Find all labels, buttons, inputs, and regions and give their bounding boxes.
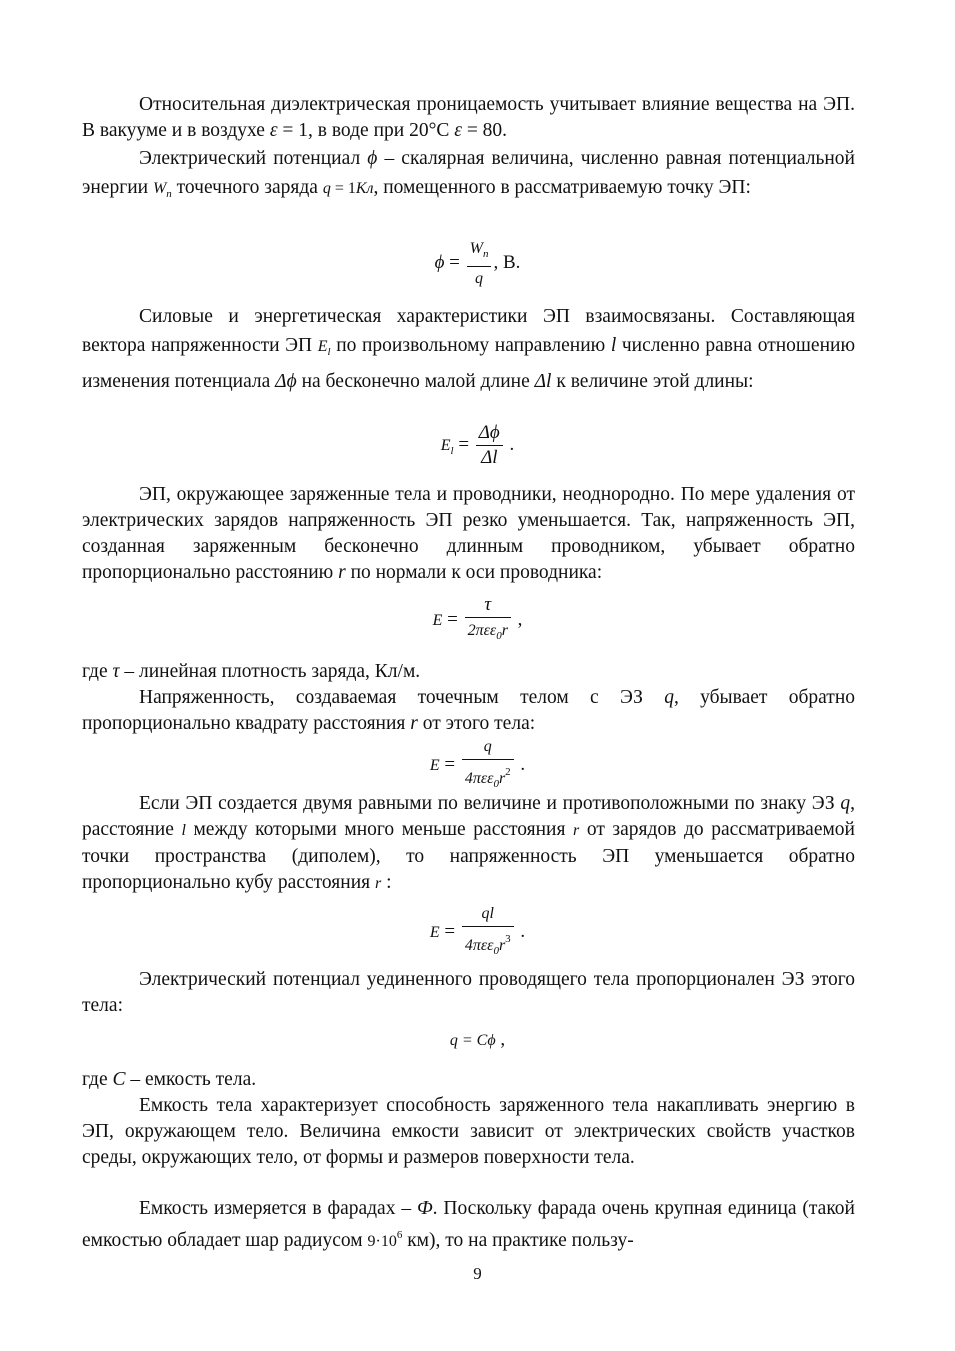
equals-sign: =: [453, 433, 474, 455]
formula-potential: [0, 238, 955, 289]
symbol-q: q: [322, 180, 331, 197]
symbol-l: l: [181, 822, 186, 839]
fraction: [465, 595, 511, 646]
text-run: от этого тела:: [417, 713, 536, 734]
text-run: где: [82, 661, 113, 682]
subscript: 0: [496, 630, 502, 642]
paragraph-dipole: [82, 791, 855, 897]
denominator-r: r: [498, 937, 506, 954]
symbol-l: l: [610, 335, 617, 356]
symbol-r: r: [338, 562, 346, 583]
subscript: п: [482, 248, 489, 260]
text-run: между которыми много меньше расстояния: [185, 819, 574, 840]
formula-lhs: E: [440, 436, 451, 454]
text-run: ЭП, окружающее заряженные тела и проводники, неоднородно. По мере удаления от электрических зарядов напряженность ЭП резко уменьшается. Так, напряженность ЭП, созданная заряженным бесконечно длинным проводником, убывает обратно пропорционально расстоянию: [82, 484, 855, 583]
paragraph-potential-definition: [82, 144, 855, 209]
symbol-w: W: [152, 180, 167, 197]
formula-lhs: E: [429, 923, 440, 941]
text-run: к величине этой длины:: [551, 371, 754, 392]
number: 9·10: [367, 1233, 397, 1250]
text-run: Напряженность, создаваемая точечным телом с ЭЗ: [139, 687, 665, 708]
text-run: Относительная диэлектрическая проницаемость учитывает влияние вещества на ЭП. В вакууме и в воздухе: [82, 94, 855, 141]
text-run: Емкость тела характеризует способность заряженного тела накапливать энергию в ЭП, окружающем тело. Величина емкости зависит от электрических свойств участков среды, окружающих тело, от формы и размеров поверхности тела.: [82, 1095, 855, 1168]
equals-sign: =: [442, 608, 463, 630]
subscript: 0: [493, 778, 499, 790]
symbol-r: r: [374, 875, 382, 892]
paragraph-tau-note: [82, 659, 855, 685]
symbol-epsilon: ε: [454, 120, 462, 141]
equals-sign: =: [439, 753, 460, 775]
text-run: – скалярная величина, численно равная потенциальной энергии: [82, 148, 855, 198]
text-run: точечного заряда: [171, 177, 323, 198]
formula-tail: , В.: [493, 251, 521, 273]
denominator-r: r: [498, 770, 506, 787]
text-run: , расстояние: [82, 793, 855, 840]
formula-tail: ,: [495, 1029, 506, 1050]
denominator: q: [475, 270, 484, 287]
text-run: Емкость измеряется в фарадах –: [139, 1198, 417, 1219]
formula-tail: ,: [512, 608, 523, 630]
text-run: по произвольному направлению: [330, 335, 611, 356]
symbol-epsilon: ε: [269, 120, 278, 141]
text-run: Электрический потенциал: [139, 148, 368, 169]
fraction: [462, 737, 514, 794]
text-run: :: [381, 872, 392, 893]
denominator: 4πεε: [464, 937, 494, 954]
symbol-phi: ϕ: [367, 148, 378, 169]
symbol-q: q: [664, 687, 674, 708]
text-run: , убывает обратно пропорционально квадрату расстояния: [82, 687, 856, 734]
formula-field-gradient: [0, 423, 955, 468]
formula-body: q = Cϕ: [449, 1032, 496, 1049]
text-run: = 1, в воде при 20°С: [277, 120, 455, 141]
text-run: Если ЭП создается двумя равными по величине и противоположными по знаку ЭЗ: [139, 793, 841, 814]
subscript: l: [327, 346, 331, 358]
formula-line-charge: [0, 595, 955, 646]
text-run: = 80.: [461, 120, 508, 141]
formula-point-charge: [0, 737, 955, 794]
numerator: W: [469, 240, 483, 257]
text-run: на бесконечно малой длине: [296, 371, 535, 392]
symbol-q: q: [840, 793, 851, 814]
symbol-e: E: [317, 338, 328, 355]
text-run: по нормали к оси проводника:: [345, 562, 603, 583]
text-run: Силовые и энергетическая характеристики ЭП взаимосвязаны. Составляющая вектора напряженности ЭП: [82, 306, 855, 356]
symbol-tau: τ: [112, 661, 120, 682]
symbol-c: C: [112, 1069, 126, 1090]
unit-farad: Ф: [416, 1198, 433, 1219]
formula-lhs: E: [429, 756, 440, 774]
text-run: . Поскольку фарада очень крупная единица (такой емкостью обладает шар радиусом: [82, 1198, 855, 1251]
fraction: [467, 238, 492, 289]
equals-sign: =: [439, 920, 460, 942]
equals-sign: =: [444, 251, 465, 273]
paragraph-c-note: [82, 1067, 855, 1093]
denominator-r: r: [501, 622, 508, 639]
fraction: [462, 904, 514, 961]
formula-tail: .: [515, 753, 526, 775]
formula-dipole: [0, 904, 955, 961]
text-run: Электрический потенциал уединенного проводящего тела пропорционален ЭЗ этого тела:: [82, 969, 855, 1016]
numerator: τ: [465, 595, 511, 618]
text-run: численно равна отношению изменения потенциала: [82, 335, 856, 392]
paragraph-field-relation: [82, 302, 855, 396]
subscript: п: [166, 188, 172, 200]
denominator: 2πεε: [467, 622, 497, 639]
numerator: q: [462, 737, 514, 760]
paragraph-permittivity: [82, 92, 855, 144]
denominator: 4πεε: [464, 770, 494, 787]
numerator: Δϕ: [476, 423, 503, 446]
text-run: – линейная плотность заряда, Кл/м.: [119, 661, 421, 682]
subscript: l: [450, 444, 454, 457]
unit-coulomb: Кл: [355, 180, 374, 197]
paragraph-conductor-field: [82, 482, 855, 586]
symbol-delta-phi: Δϕ: [275, 371, 297, 392]
page-number: 9: [473, 1264, 482, 1283]
symbol-delta-l: Δl: [534, 371, 552, 392]
subscript: 0: [493, 945, 499, 957]
exponent: 3: [505, 933, 511, 945]
fraction: [476, 423, 503, 468]
paragraph-conductor-potential: [82, 967, 855, 1019]
text-run: = 1: [330, 180, 356, 197]
text-run: – емкость тела.: [125, 1069, 257, 1090]
exponent: 6: [396, 1229, 403, 1241]
numerator: ql: [462, 904, 514, 927]
text-run: км), то на практике пользу-: [402, 1230, 634, 1251]
text-run: где: [82, 1069, 113, 1090]
denominator: Δl: [481, 447, 498, 468]
formula-tail: .: [515, 920, 526, 942]
symbol-r: r: [573, 822, 580, 839]
formula-lhs: ϕ: [434, 251, 445, 273]
paragraph-capacitance-description: [82, 1093, 855, 1171]
text-run: , помещенного в рассматриваемую точку ЭП:: [373, 177, 751, 198]
symbol-r: r: [410, 713, 418, 734]
formula-capacitance: [0, 1029, 955, 1051]
formula-tail: .: [504, 433, 515, 455]
text-run: от зарядов до рассматриваемой точки пространства (диполем), то напряженность ЭП уменьшается обратно пропорционально кубу расстояния: [82, 819, 855, 893]
exponent: 2: [505, 766, 511, 778]
paragraph-point-charge: [82, 685, 855, 737]
paragraph-farad: [82, 1196, 855, 1255]
formula-lhs: E: [432, 611, 443, 629]
